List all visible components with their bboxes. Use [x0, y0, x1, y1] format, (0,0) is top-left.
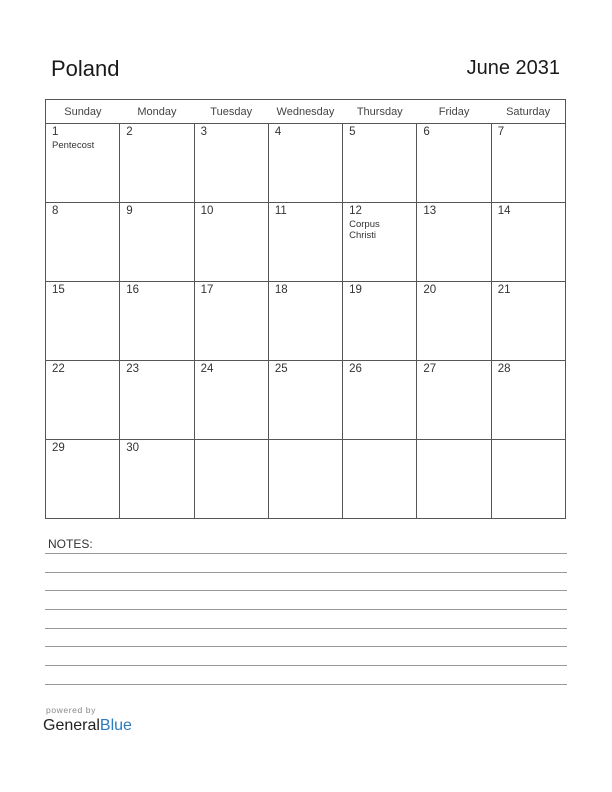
brand-blue: Blue — [99, 717, 132, 734]
day-cell — [343, 203, 417, 282]
day-number: 17 — [200, 284, 214, 296]
day-cell — [120, 203, 194, 282]
day-number: 4 — [274, 126, 282, 138]
day-cell — [120, 440, 194, 519]
day-cell — [120, 361, 194, 440]
weekday-header: Sunday — [46, 100, 120, 124]
day-cell — [194, 203, 268, 282]
day-cell — [268, 282, 342, 361]
day-cell — [268, 361, 342, 440]
notes-line — [45, 553, 567, 554]
day-cell — [46, 282, 120, 361]
day-number: 27 — [423, 363, 437, 375]
notes-line — [45, 684, 567, 685]
day-cell — [491, 440, 565, 519]
day-cell — [120, 124, 194, 203]
notes-line — [45, 590, 567, 591]
notes-line — [45, 628, 567, 629]
day-cell — [417, 361, 491, 440]
week-row — [46, 124, 566, 203]
day-number: 16 — [126, 284, 140, 296]
day-cell — [46, 203, 120, 282]
day-number: 25 — [274, 363, 288, 375]
day-cell — [46, 361, 120, 440]
day-number: 12 — [349, 205, 362, 217]
day-number: 2 — [126, 126, 133, 138]
day-number: 8 — [52, 205, 59, 217]
weekday-header: Monday — [120, 100, 194, 124]
day-number: 19 — [349, 284, 362, 296]
day-cell — [417, 203, 491, 282]
day-cell — [343, 440, 417, 519]
day-cell — [417, 124, 491, 203]
powered-by-text: powered by — [46, 705, 96, 715]
day-cell — [491, 124, 565, 203]
day-cell — [417, 440, 491, 519]
day-cell — [46, 440, 120, 519]
day-number: 24 — [200, 363, 214, 375]
weekday-header: Friday — [417, 100, 491, 124]
day-number: 20 — [423, 284, 437, 296]
day-number: 5 — [349, 126, 356, 138]
week-row — [46, 361, 566, 440]
day-number: 15 — [52, 284, 65, 296]
weekday-header: Saturday — [491, 100, 565, 124]
day-number: 13 — [423, 205, 437, 217]
day-number: 9 — [126, 205, 133, 217]
day-number: 11 — [274, 205, 287, 217]
day-cell — [343, 282, 417, 361]
notes-line — [45, 609, 567, 610]
day-cell — [194, 440, 268, 519]
day-number: 14 — [497, 205, 511, 217]
weekday-header: Tuesday — [194, 100, 268, 124]
notes-label: NOTES: — [48, 537, 93, 551]
day-number: 26 — [349, 363, 362, 375]
day-cell — [343, 361, 417, 440]
weekday-header: Thursday — [343, 100, 417, 124]
calendar-grid — [45, 99, 566, 519]
notes-line — [45, 572, 567, 573]
day-cell — [268, 124, 342, 203]
generalblue-logo — [43, 717, 132, 735]
brand-general: General — [43, 717, 100, 734]
day-number: 18 — [274, 284, 288, 296]
day-cell — [194, 282, 268, 361]
day-cell — [120, 282, 194, 361]
day-number: 1 — [52, 126, 59, 138]
country-title: Poland — [51, 56, 120, 81]
day-number: 22 — [52, 363, 65, 375]
day-cell — [491, 361, 565, 440]
day-number: 6 — [423, 126, 430, 138]
day-cell — [268, 203, 342, 282]
day-cell — [268, 440, 342, 519]
day-cell — [343, 124, 417, 203]
weekday-header-row — [46, 100, 566, 124]
day-number: 7 — [497, 126, 505, 138]
day-number: 29 — [52, 442, 65, 454]
weekday-header: Wednesday — [268, 100, 342, 124]
day-cell — [194, 361, 268, 440]
day-cell — [491, 282, 565, 361]
day-number: 28 — [497, 363, 511, 375]
day-cell — [417, 282, 491, 361]
day-number: 10 — [200, 205, 214, 217]
holiday-label: Pentecost — [52, 140, 95, 151]
week-row — [46, 282, 566, 361]
day-number: 23 — [126, 363, 140, 375]
holiday-label: Corpus Christi — [349, 219, 380, 241]
notes-line — [45, 665, 567, 666]
day-number: 21 — [497, 284, 511, 296]
week-row — [46, 440, 566, 519]
month-title: June 2031 — [466, 57, 560, 79]
day-cell — [46, 124, 120, 203]
day-number: 3 — [200, 126, 207, 138]
day-cell — [194, 124, 268, 203]
week-row — [46, 203, 566, 282]
day-number: 30 — [126, 442, 140, 454]
day-cell — [491, 203, 565, 282]
notes-line — [45, 646, 567, 647]
